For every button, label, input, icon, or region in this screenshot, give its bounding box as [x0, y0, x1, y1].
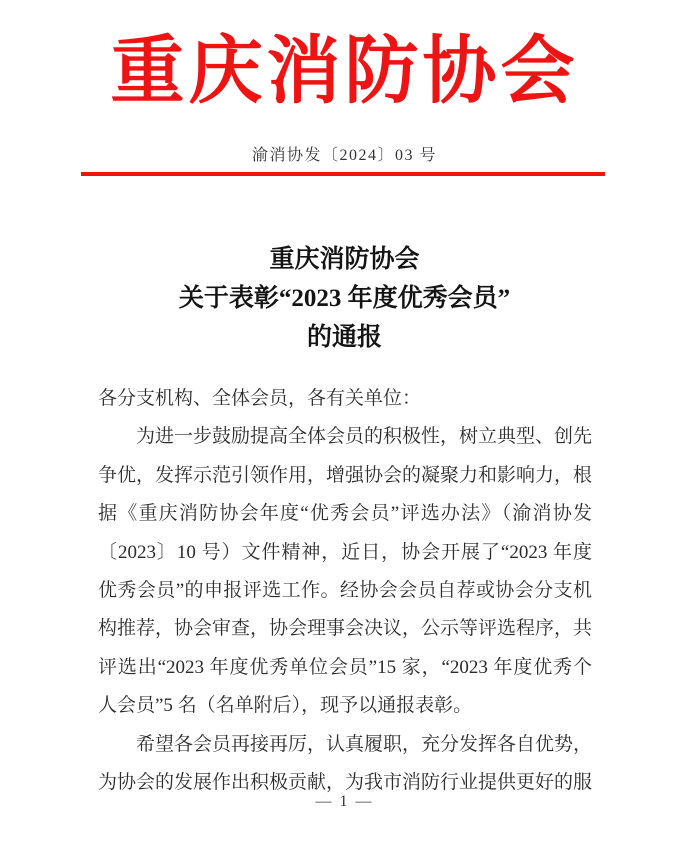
doc-number: 渝消协发〔2024〕03 号 — [251, 147, 437, 164]
org-title-header: 重庆消防协会 — [110, 31, 579, 113]
body-line: 为协会的发展作出积极贡献，为我市消防行业提供更好的服 — [98, 772, 593, 794]
body-text — [98, 380, 592, 802]
body-line: 评选出“2023 年度优秀单位会员”15 家，“2023 年度优秀个 — [98, 656, 592, 678]
body-line: 为进一步鼓励提高全体会员的积极性，树立典型、创先 — [136, 426, 593, 448]
body-line: 希望各会员再接再厉，认真履职，充分发挥各自优势， — [136, 733, 593, 755]
body-line-salutation: 各分支机构、全体会员，各有关单位： — [98, 388, 422, 409]
doc-title-line-1: 重庆消防协会 — [269, 246, 420, 273]
doc-title — [0, 240, 689, 357]
body-line: 构推荐，协会审查，协会理事会决议，公示等评选程序，共 — [98, 618, 593, 640]
body-line: 人会员”5 名（名单附后），现予以通报表彰。 — [98, 695, 473, 717]
page-number: — 1 — — [315, 793, 374, 810]
body-line: 〔2023〕10 号）文件精神，近日，协会开展了“2023 年度 — [98, 541, 592, 563]
body-line: 优秀会员”的申报评选工作。经协会会员自荐或协会分支机 — [98, 580, 592, 602]
body-line: 争优，发挥示范引领作用，增强协会的凝聚力和影响力，根 — [98, 464, 593, 486]
doc-title-line-3: 的通报 — [306, 324, 382, 351]
body-line: 据《重庆消防协会年度“优秀会员”评选办法》（渝消协发 — [98, 503, 592, 525]
doc-title-line-2: 关于表彰“2023 年度优秀会员” — [178, 285, 511, 312]
red-separator-line — [81, 172, 605, 176]
